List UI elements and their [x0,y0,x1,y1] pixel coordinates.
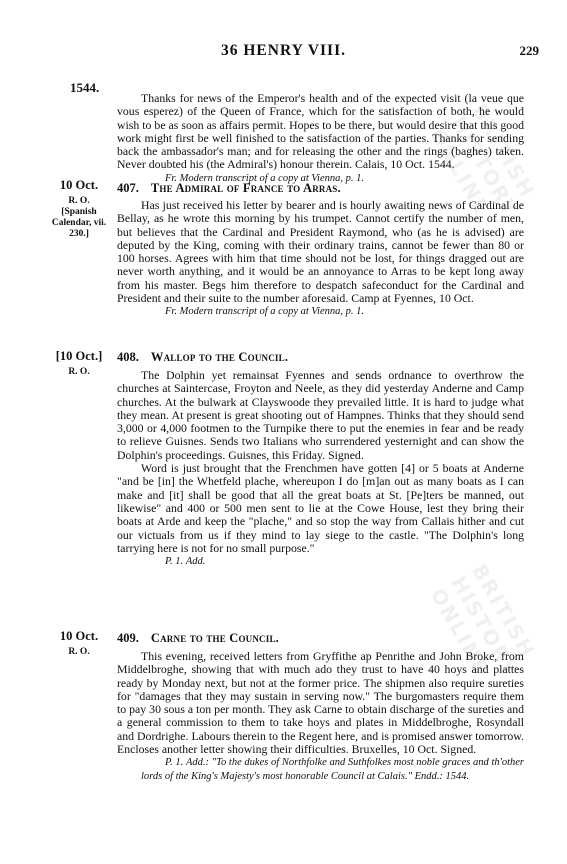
entry-409-body [117,650,524,783]
entry-number: 407. [117,181,139,195]
entry-407-margin [50,178,108,240]
entry-reference: P. 1. Add. [165,556,206,568]
page-number: 229 [519,43,539,58]
entry-407-body [117,199,524,319]
entry-source: R. O. [68,647,90,657]
entry-title: The Admiral of France to Arras. [150,181,341,195]
continued-paragraph: Thanks for news of the Emperor's health and of the expected visit (la veue que vous esperez) of the Queen of France, which for the satisfaction of both, he would wish to be as soon as affairs permit. Hopes to be there, but would desire that this good work might first be well finished to the satisfaction of the parties. Thanks for sending back the ambassador's man; and for releasing the other and the rings (baghes) taken. Never doubted his (the Admiral's) honour therein. Calais, 10 Oct. 1544. [117,91,524,172]
entry-409-margin [50,629,108,658]
entry-date: 10 Oct. [59,178,99,192]
entry-paragraph: This evening, received letters from Gryffithe ap Penrithe and John Broke, from Middelbroghe, showing that with much ado they trust to have 40 hoys and plattes ready by Monday next, but not at the former price. The shipmen also require sureties for "damages that they may sustain in serving now." The burgomasters require them to pay 30 sous a ton per month. They ask Carne to obtain discharge of the sureties and a general commission to them to take hoys and plates in Middelbroghe, Rosyndall and Dordrighe. Labours therein to the Regent here, and is promised answer tomorrow. Encloses another letter showing their difficulties. Bruxelles, 10 Oct. Signed. [117,649,524,757]
entry-paragraph: The Dolphin yet remainsat Fyennes and sends ordnance to overthrow the churches at Saintercase, Froyton and Neele, as they did yesterday Anderne and Camp churches. At the bulwark at Clayswoode they prevailed little. It is hard to judge what they mean. At present is great shooting out of Hampnes. Thinks that they should send 3,000 or 4,000 footmen to the Turnpike there to put the enemies in fear and be ready to relieve Guisnes. Sends two Italians who surrendered yesternight and can show the Dolphin's proceedings. Guisnes, this Friday. Signed. [117,368,524,462]
year-marker: 1544. [70,80,100,95]
entry-number: 408. [117,350,139,364]
entry-408-margin [50,349,108,378]
entry-number: 409. [117,631,139,645]
entry-paragraph: Word is just brought that the Frenchmen have gotten [4] or 5 boats at Anderne "and be [in] the Whetfeld plache, whereupon I do [m]an out as many boats as I can make and [it] shall be good that all the great boats at St. [Pe]ters be manned, out likewise" and 400 or 500 men sent to lie at the Cowe House, lest they bring their boats at Arde and keep the "plache," and so stop the way from Callais hither and cut our victuals from us if they mind to lay siege to the castle. "The Dolphin's long tarrying here is not for no small purpose." [117,461,524,555]
entry-407-heading [117,181,341,196]
entry-source: R. O. [68,367,90,377]
entry-date: 10 Oct. [59,629,99,643]
entry-paragraph: Has just received his letter by bearer and is hourly awaiting news of Cardinal de Bellay, as he wrote this morning by his trumpet. Cannot certify the number of men, but believes that the Cardinal and President Raymond, who (as he is advised) are deputed by the King, coming with their ordinary trains, cannot be fewer than 80 or 100 horses. Agrees with him that time should not be lost, for things dragged out are never worth anything, and it would be an annoyance to Arras to be kept long away from his master. Begs him therefore to despatch safeconduct for the Cardinal and President and their suite to the number aforesaid. Camp at Fyennes, 10 Oct. [117,198,524,306]
entry-reference: Fr. Modern transcript of a copy at Vienna, p. 1. [165,306,364,318]
continued-entry [117,92,524,185]
continued-reference: Fr. Modern transcript of a copy at Vienna, p. 1. [165,172,364,184]
entry-409-heading [117,631,279,646]
entry-title: Wallop to the Council. [150,350,289,364]
entry-date: [10 Oct.] [55,349,103,363]
watermark: BRITISH HISTORY ONLINE [425,100,541,222]
watermark: BRITISH HISTORY ONLINE [425,560,541,682]
running-title: 36 HENRY VIII. [221,42,346,59]
entry-source: R. O. [Spanish Calendar, vii. 230.] [51,196,107,239]
entry-408-heading [117,350,288,365]
entry-408-body [117,369,524,568]
entry-reference: P. 1. Add.: "To the dukes of Northfolke and Suthfolkes most noble graces and th'other lords of the King's Majesty's most honorable Council at Calais." Endd.: 1544. [141,757,525,782]
entry-title: Carne to the Council. [150,631,279,645]
page-header [0,42,567,62]
